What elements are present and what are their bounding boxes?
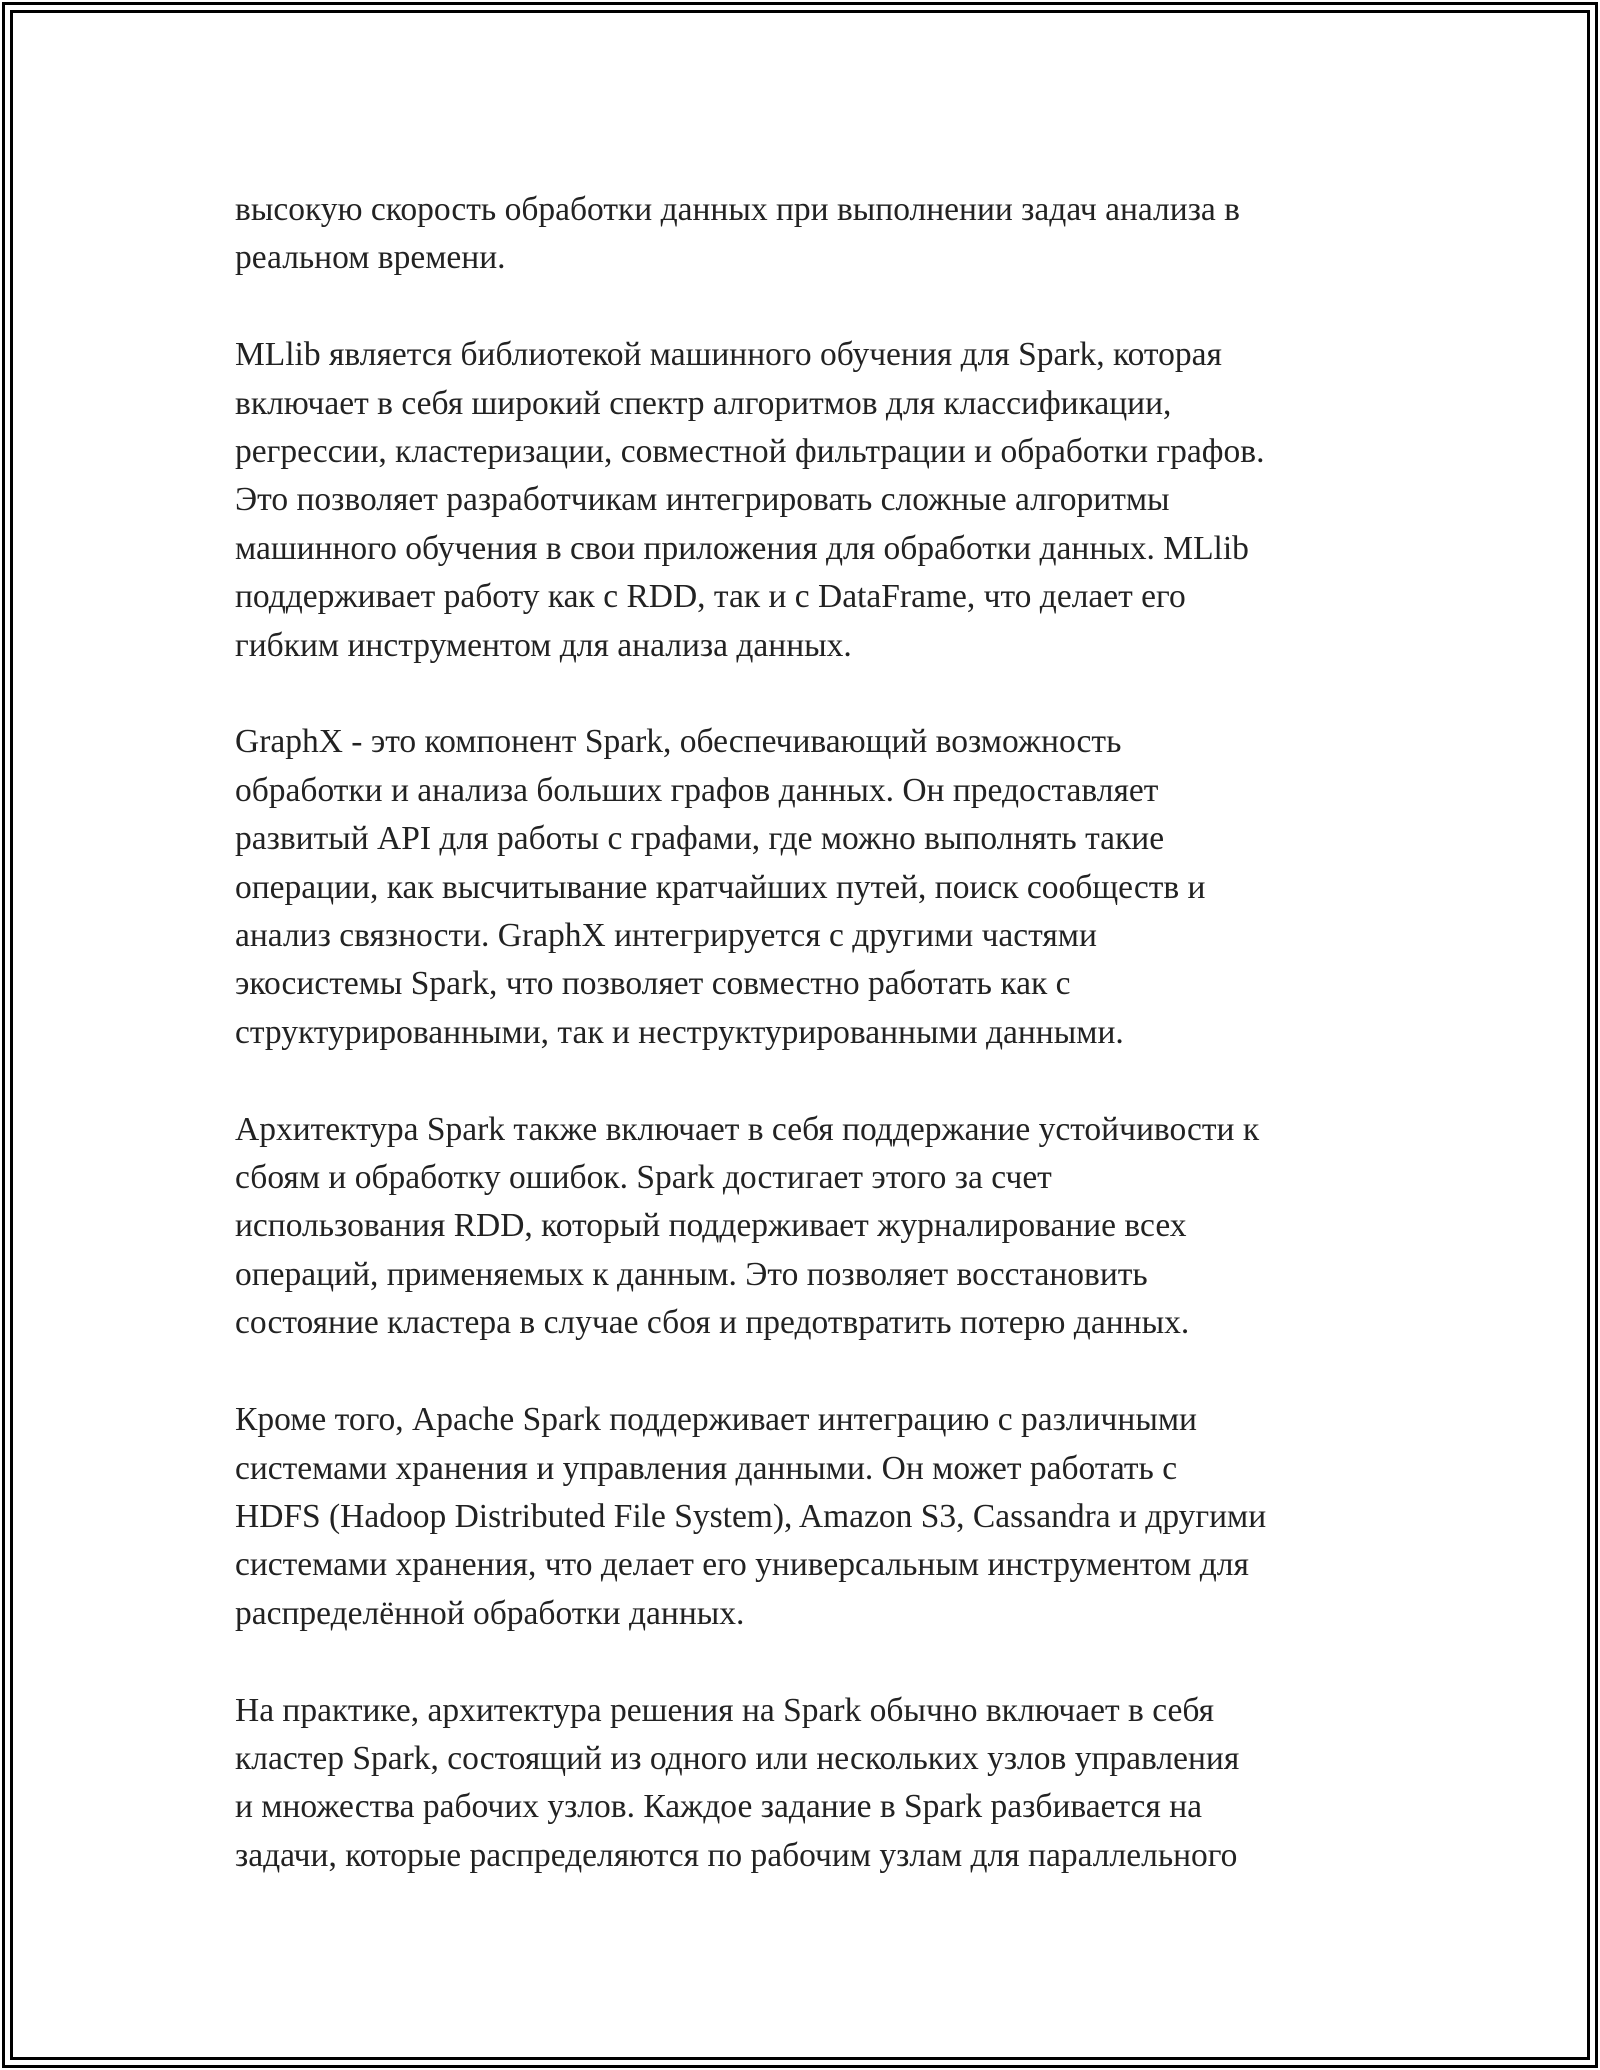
- text-line: Кроме того, Apache Spark поддерживает интеграцию с различными: [235, 1401, 1197, 1439]
- text-line: экосистемы Spark, что позволяет совместно работать как с: [235, 965, 1071, 1003]
- text-line: регрессии, кластеризации, совместной фильтрации и обработки графов.: [235, 433, 1265, 471]
- text-line: системами хранения и управления данными. Он может работать с: [235, 1449, 1178, 1487]
- text-line: распределённой обработки данных.: [235, 1594, 745, 1632]
- paragraph-graphx: [235, 718, 1380, 1057]
- text-line: задачи, которые распределяются по рабочим узлам для параллельного: [235, 1836, 1238, 1874]
- text-line: реальном времени.: [235, 239, 506, 277]
- text-line: и множества рабочих узлов. Каждое задание в Spark разбивается на: [235, 1788, 1202, 1826]
- text-line: структурированными, так и неструктурированными данными.: [235, 1013, 1124, 1051]
- text-line: Архитектура Spark также включает в себя поддержание устойчивости к: [235, 1110, 1260, 1148]
- text-line: сбоям и обработку ошибок. Spark достигает этого за счет: [235, 1159, 1052, 1197]
- paragraph-mllib: [235, 331, 1380, 670]
- paragraph-fault-tolerance: [235, 1106, 1380, 1348]
- text-line: использования RDD, который поддерживает журналирование всех: [235, 1207, 1187, 1245]
- text-line: системами хранения, что делает его универсальным инструментом для: [235, 1546, 1249, 1584]
- text-line: высокую скорость обработки данных при выполнении задач анализа в: [235, 191, 1240, 228]
- text-line: поддерживает работу как с RDD, так и с DataFrame, что делает его: [235, 578, 1186, 616]
- text-line: Это позволяет разработчикам интегрировать сложные алгоритмы: [235, 481, 1170, 519]
- text-line: машинного обучения в свои приложения для обработки данных. MLlib: [235, 529, 1249, 567]
- paragraph-practice: [235, 1687, 1380, 1881]
- text-line: кластер Spark, состоящий из одного или нескольких узлов управления: [235, 1739, 1240, 1777]
- text-line: На практике, архитектура решения на Spark обычно включает в себя: [235, 1691, 1214, 1729]
- paragraph-realtime: [235, 186, 1380, 283]
- text-line: операций, применяемых к данным. Это позволяет восстановить: [235, 1255, 1148, 1293]
- text-line: операции, как высчитывание кратчайших путей, поиск сообществ и: [235, 868, 1206, 906]
- text-line: гибким инструментом для анализа данных.: [235, 626, 852, 664]
- text-line: состояние кластера в случае сбоя и предотвратить потерю данных.: [235, 1304, 1190, 1342]
- text-line: обработки и анализа больших графов данных. Он предоставляет: [235, 771, 1159, 809]
- text-line: анализ связности. GraphX интегрируется с другими частями: [235, 917, 1097, 955]
- document-body: [235, 186, 1380, 1929]
- paragraph-storage-integration: [235, 1396, 1380, 1638]
- text-line: развитый API для работы с графами, где можно выполнять такие: [235, 820, 1165, 858]
- text-line: GraphX - это компонент Spark, обеспечивающий возможность: [235, 723, 1122, 761]
- text-line: HDFS (Hadoop Distributed File System), Amazon S3, Cassandra и другими: [235, 1497, 1267, 1535]
- text-line: включает в себя широкий спектр алгоритмов для классификации,: [235, 384, 1172, 422]
- text-line: MLlib является библиотекой машинного обучения для Spark, которая: [235, 336, 1222, 374]
